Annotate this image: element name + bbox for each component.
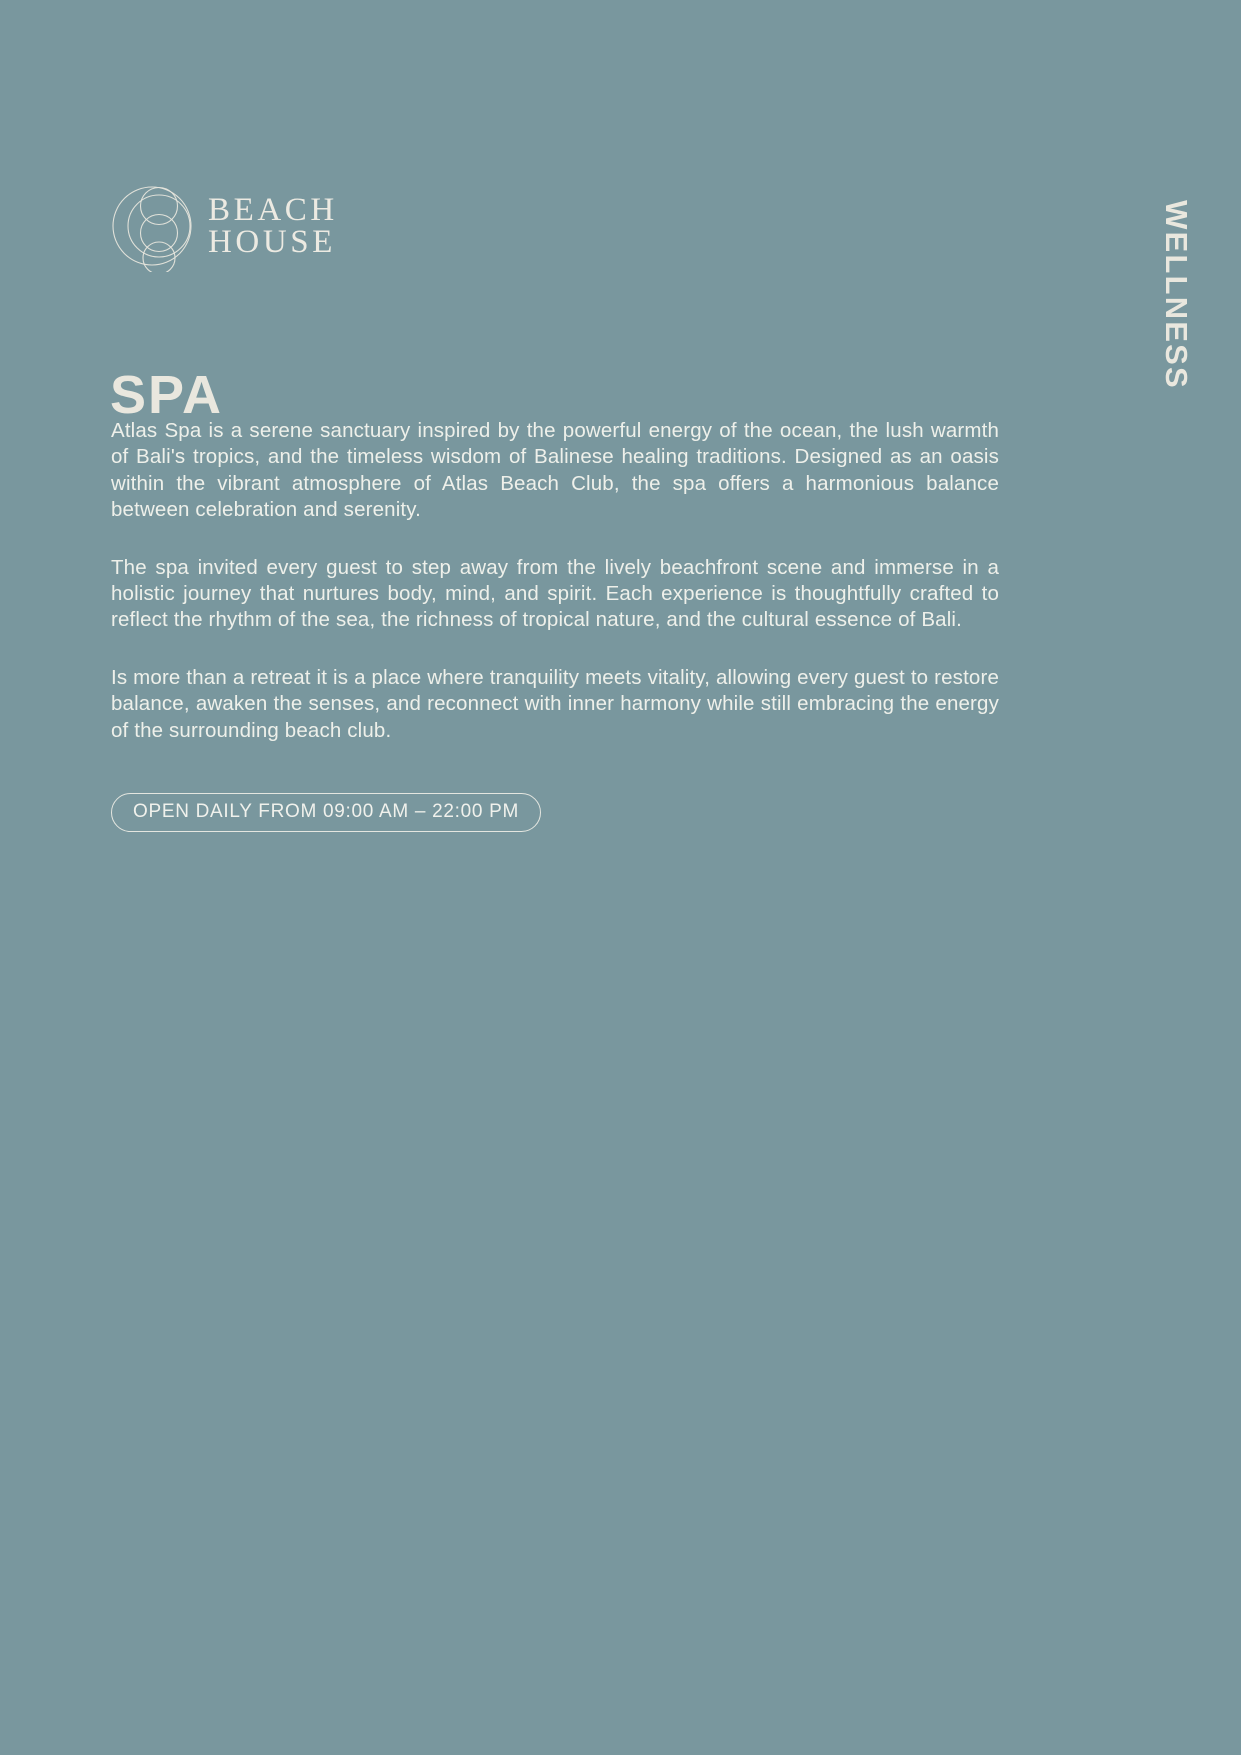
- brand-name-line-1: BEACH: [208, 192, 338, 229]
- paragraph-intro: Atlas Spa is a serene sanctuary inspired by the powerful energy of the ocean, the lush warmth of Bali's tropics, and the timeless wisdom of Balinese healing traditions. Designed as an oasis within the vibrant atmosphere of Atlas Beach Club, the spa offers a harmonious balance between celebration and serenity.: [111, 419, 999, 522]
- section-label-wellness: WELLNESS: [1159, 200, 1194, 390]
- paragraph-closing: Is more than a retreat it is a place where tranquility meets vitality, allowing every guest to restore balance, awaken the senses, and reconnect with inner harmony while still embracing the energy of the surrounding beach club.: [111, 665, 999, 742]
- beach-house-emblem-icon: [108, 180, 196, 272]
- section-label-container: [1149, 175, 1203, 415]
- page-title: SPA: [110, 365, 224, 425]
- brand-wordmark: [208, 192, 338, 260]
- opening-hours-badge: OPEN DAILY FROM 09:00 AM – 22:00 PM: [111, 793, 541, 832]
- spa-description: [111, 418, 999, 744]
- brand-name-line-2: HOUSE: [208, 224, 337, 260]
- brand-logo: [108, 180, 338, 272]
- paragraph-experience: The spa invited every guest to step away from the lively beachfront scene and immerse in a holistic journey that nurtures body, mind, and spirit. Each experience is thoughtfully crafted to reflect the rhythm of the sea, the richness of tropical nature, and the cultural essence of Bali.: [111, 555, 999, 632]
